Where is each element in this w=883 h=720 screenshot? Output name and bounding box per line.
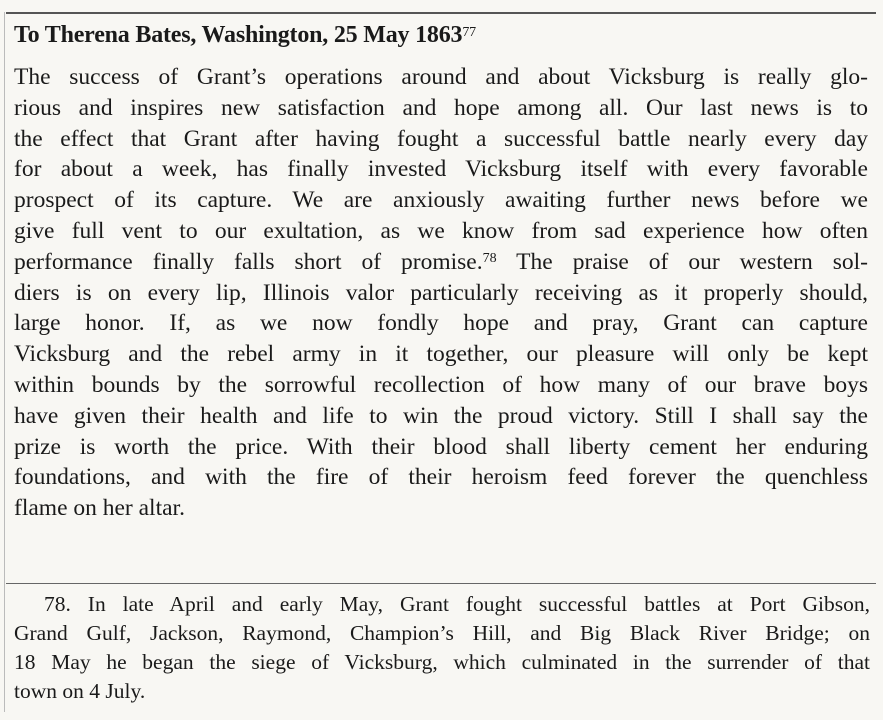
letter-title: To Therena Bates, Washington, 25 May 1863 (14, 22, 463, 48)
letter-body (14, 62, 868, 524)
letter-line: large honor. If, as we now fondly hope and pray, Grant can capture (14, 310, 868, 337)
letter-line: the effect that Grant after having fought a successful battle nearly every day (14, 125, 868, 152)
letter-line: Vicksburg and the rebel army in it together, our pleasure will only be kept (14, 341, 868, 368)
letter-line: flame on her altar. (14, 495, 185, 522)
footnote-line: 78. In late April and early May, Grant fought successful battles at Port Gibson, (44, 592, 870, 616)
footnote-block (14, 590, 870, 706)
letter-line: give full vent to our exultation, as we know from sad experience how often (14, 217, 868, 244)
top-divider (6, 12, 876, 14)
letter-line-part: performance finally falls short of promise. (14, 248, 483, 275)
letter-line: rious and inspires new satisfaction and hope among all. Our last news is to (14, 94, 868, 121)
letter-line: within bounds by the sorrowful recollection of how many of our brave boys (14, 371, 868, 398)
letter-line: diers is on every lip, Illinois valor particularly receiving as it properly should, (14, 279, 868, 306)
footnote-divider (6, 583, 876, 584)
letter-line: prospect of its capture. We are anxiously awaiting further news before we (14, 187, 868, 214)
heading-note-ref: 77 (462, 25, 476, 40)
letter-line: prize is worth the price. With their blood shall liberty cement her enduring (14, 433, 868, 460)
letter-line: foundations, and with the fire of their heroism feed forever the quenchless (14, 464, 868, 491)
letter-heading (14, 20, 874, 50)
letter-line-with-note (14, 247, 868, 278)
letter-line: for about a week, has finally invested Vicksburg itself with every favorable (14, 156, 868, 183)
footnote-line: town on 4 July. (14, 679, 146, 703)
letter-line: have given their health and life to win the proud victory. Still I shall say the (14, 402, 868, 429)
letter-line: The success of Grant’s operations around and about Vicksburg is really glo- (14, 64, 868, 90)
footnote-ref-78: 78 (482, 250, 497, 266)
letter-line-part: The praise of our western sol- (496, 248, 868, 275)
page-edge (4, 12, 5, 712)
footnote-line: 18 May he began the siege of Vicksburg, which culminated in the surrender of that (14, 650, 870, 674)
footnote-line: Grand Gulf, Jackson, Raymond, Champion’s Hill, and Big Black River Bridge; on (14, 621, 870, 645)
